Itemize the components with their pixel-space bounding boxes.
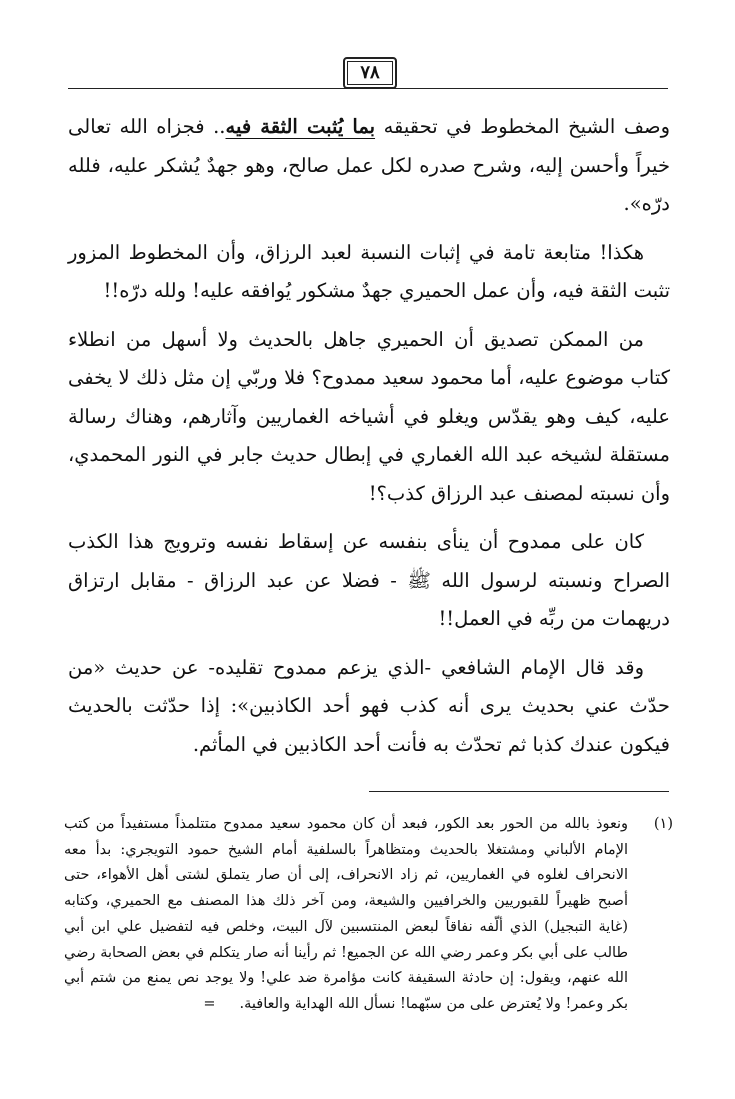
footnote-continuation-mark: = [203, 995, 216, 1012]
page-number: ٧٨ [343, 57, 397, 89]
underlined-phrase: بما يُثبت الثقة فيه [225, 115, 376, 138]
footnote-text [64, 812, 628, 1018]
paragraph-3: من الممكن تصديق أن الحميري جاهل بالحديث ولا أسهل من انطلاء كتاب موضوع عليه، أما محمود سعيد ممدوح؟ فلا وربّي إن مثل ذلك لا يخفى عليه، كيف وهو يقدّس ويغلو في أشياخه الغماريين وآثارهم، وهناك رسالة مستقلة لشيخه عبد الله الغماري في إبطال حديث جابر في النور المحمدي، وأن نسبته لمصنف عبد الرزاق كذب؟! [68, 327, 670, 505]
footnote-rule [369, 791, 669, 792]
paragraph-1 [68, 108, 670, 224]
paragraph-4: كان على ممدوح أن ينأى بنفسه عن إسقاط نفسه وترويج هذا الكذب الصراح ونسبته لرسول الله ﷺ - فضلا عن عبد الرزاق - مقابل ارتزاق دريهمات من ربِّه في العمل!! [68, 530, 670, 630]
paragraph-1-end: .. فجزاه الله تعالى خيراً وأحسن إليه، وشرح صدره لكل عمل صالح، وهو جهدٌ يُشكر عليه، فلله درّه». [68, 115, 670, 215]
paragraph-5: وقد قال الإمام الشافعي -الذي يزعم ممدوح تقليده- عن حديث «من حدّث عني بحديث يرى أنه كذب فهو أحد الكاذبين»: إذا حدّثت بالحديث فيكون عندك كذبا ثم تحدّث به فأنت أحد الكاذبين في المأثم. [68, 655, 670, 756]
paragraph-2: هكذا! متابعة تامة في إثبات النسبة لعبد الرزاق، وأن المخطوط المزور تثبت الثقة فيه، وأن عمل الحميري جهدٌ مشكور يُوافقه عليه! ولله درّه!! [68, 240, 670, 302]
header-rule [68, 88, 668, 89]
main-text [68, 108, 670, 774]
footnote-body: ونعوذ بالله من الحور بعد الكور، فبعد أن كان محمود سعيد ممدوح متتلمذاً مستفيداً من كتب الإمام الألباني ومشتغلا بالحديث ومتظاهراً بالسلفية أمام الشيخ حمود التويجري: بدأ معه الانحراف لغلوه في الغماريين، ثم زاد الانحراف، إلى أن صار يتملق لشتى أهل الأهواء، حتى أصبح ظهيراً للقبوريين والخرافيين والشيعة، ومن آخر ذلك هذا المصنف مع الحميري، وكتابه (غاية التبجيل) الذي ألّفه نفاقاً لبعض المنتسبين لآل البيت، وخلص فيه لتفضيل علي ابن أبي طالب على أبي بكر وعمر رضي الله عن الجميع! ثم رأينا أنه صار يتكلم في بعض الصحابة رضي الله عنهم، ويقول: إن حادثة السقيفة كانت مؤامرة ضد علي! ولا يوجد نص يمنع من شتم أبي بكر وعمر! ولا يُعترض على من سبّهما! نسأل الله الهداية والعافية. [64, 816, 628, 1012]
paragraph-1-start: وصف الشيخ المخطوط في تحقيقه [375, 115, 671, 138]
footnote-number: (١) [653, 816, 673, 832]
footnote [64, 812, 673, 1018]
